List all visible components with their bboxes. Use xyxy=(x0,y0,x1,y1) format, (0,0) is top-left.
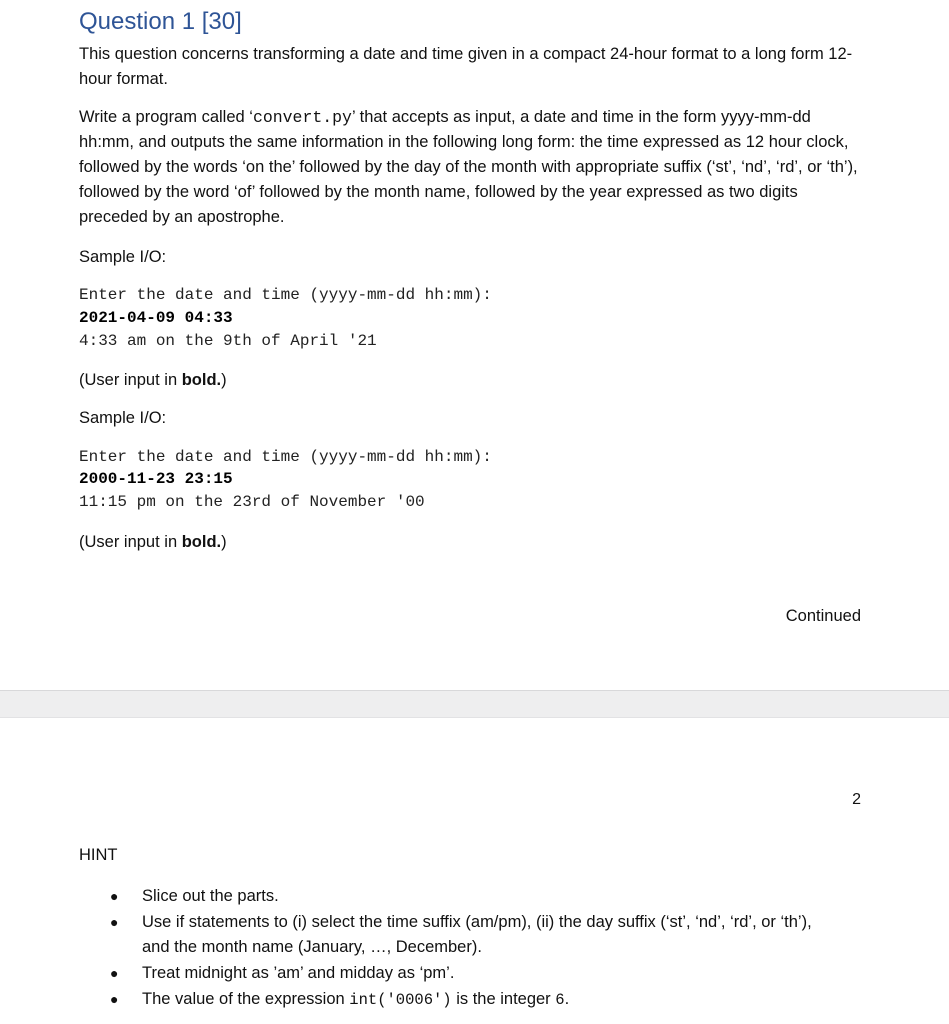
task-text-after: ’ that accepts as input, a date and time in the form yyyy-mm-dd hh:mm, and outputs the same information in the following long form: the time expressed as 12 hour clock, followed by the words ‘on the’ followed by the day of the month with appropriate suffix (‘st’, ‘nd’, ‘rd’, or ‘th’), followed by the word ‘of’ followed by the month name, followed by the year expressed as two digits preceded by an apostrophe. xyxy=(79,108,858,226)
bullet-icon: ● xyxy=(110,914,119,930)
sample-2-prompt: Enter the date and time (yyyy-mm-dd hh:mm): xyxy=(79,448,492,466)
sample-1-note-prefix: (User input in xyxy=(79,371,182,389)
task-paragraph xyxy=(79,105,869,230)
hint-item xyxy=(110,987,830,1013)
sample-1-note-bold: bold. xyxy=(181,371,222,389)
bullet-icon: ● xyxy=(110,991,119,1007)
sample-1-prompt: Enter the date and time (yyyy-mm-dd hh:mm): xyxy=(79,286,492,304)
hint-text: Treat midnight as ’am’ and midday as ‘pm’. xyxy=(142,964,455,982)
sample-1-input: 2021-04-09 04:33 xyxy=(79,309,233,327)
sample-2-note-bold: bold. xyxy=(181,533,222,551)
hint-text: The value of the expression xyxy=(142,990,350,1008)
task-text-before: Write a program called ‘ xyxy=(79,108,253,126)
sample-2-note-suffix: ) xyxy=(221,533,227,551)
bullet-icon: ● xyxy=(110,965,119,981)
hint-value: 6 xyxy=(555,991,565,1009)
question-title: Question 1 [30] xyxy=(79,8,242,35)
hint-heading: HINT xyxy=(79,846,118,864)
hint-text: Slice out the parts. xyxy=(142,887,279,905)
sample-2-label: Sample I/O: xyxy=(79,409,167,427)
bullet-icon: ● xyxy=(110,888,119,904)
hint-item xyxy=(110,910,830,960)
sample-2-input: 2000-11-23 23:15 xyxy=(79,470,233,488)
sample-2-output: 11:15 pm on the 23rd of November '00 xyxy=(79,493,425,511)
page-2 xyxy=(0,718,949,1024)
hint-item xyxy=(110,961,830,986)
hint-text: Use if statements to (i) select the time suffix (am/pm), (ii) the day suffix (‘st’, ‘nd’, ‘rd’, or ‘th’), and the month name (January, …, December). xyxy=(142,913,812,956)
sample-1-note xyxy=(79,371,227,390)
hint-item xyxy=(110,884,830,909)
hint-text: is the integer xyxy=(451,990,556,1008)
page-number: 2 xyxy=(852,791,861,808)
page-break xyxy=(0,690,949,718)
hint-list xyxy=(110,884,830,1014)
hint-text-end: . xyxy=(564,990,570,1008)
task-filename: convert.py xyxy=(252,108,352,127)
sample-2-note xyxy=(79,533,227,552)
intro-paragraph: This question concerns transforming a date and time given in a compact 24-hour format to a long form 12-hour format. xyxy=(79,45,853,88)
sample-1-label: Sample I/O: xyxy=(79,248,167,266)
sample-2-note-prefix: (User input in xyxy=(79,533,182,551)
sample-1-note-suffix: ) xyxy=(221,371,227,389)
continued-label: Continued xyxy=(785,607,861,625)
sample-1-output: 4:33 am on the 9th of April '21 xyxy=(79,332,377,350)
hint-code: int('0006') xyxy=(349,991,452,1009)
